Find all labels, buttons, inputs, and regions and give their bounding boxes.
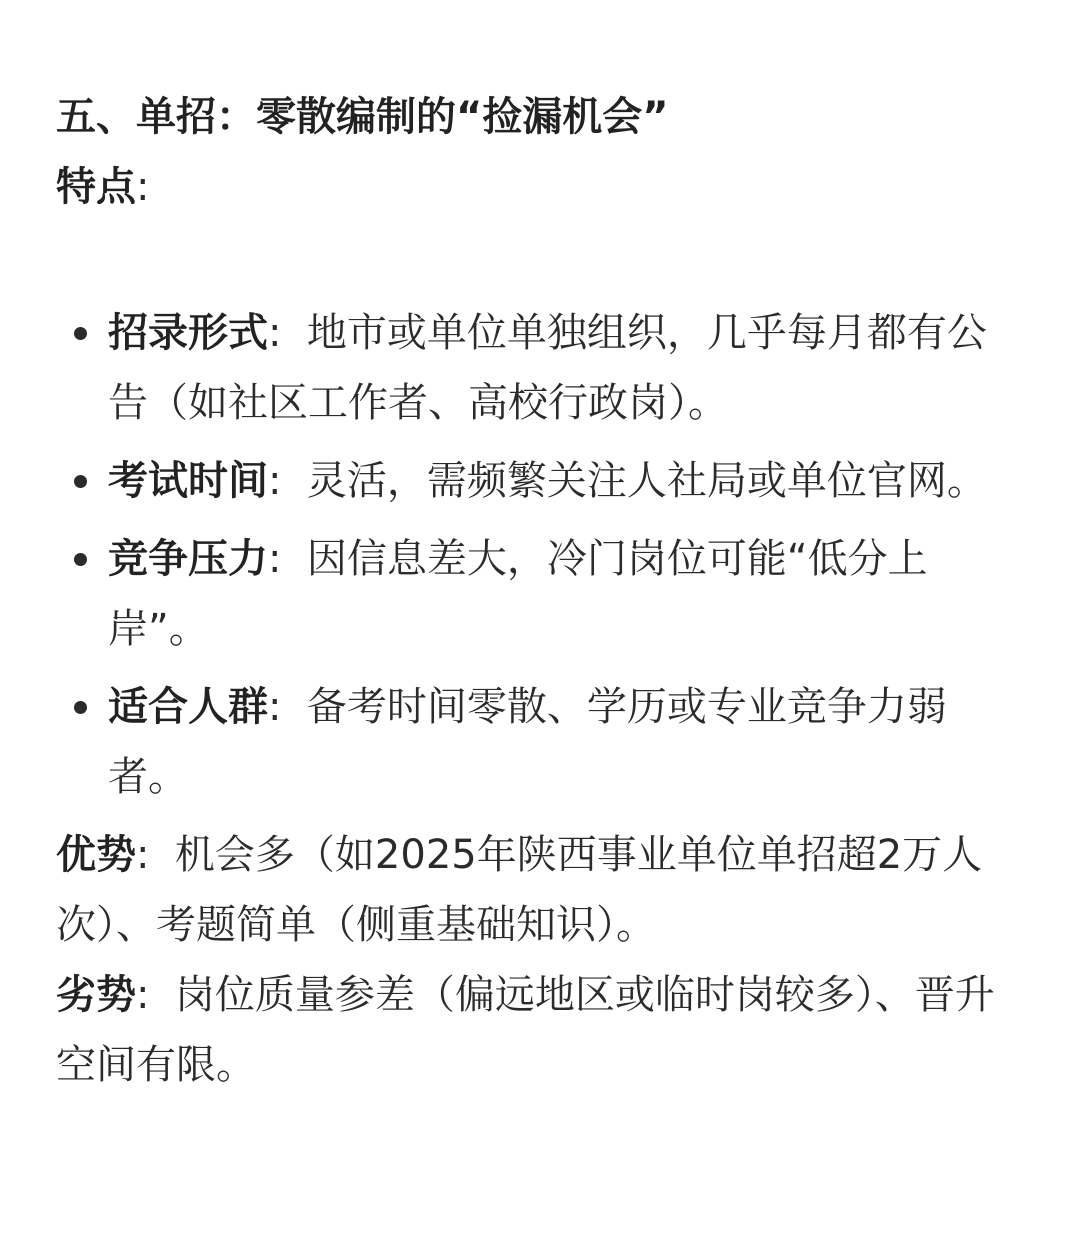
bullet-icon <box>74 553 87 566</box>
item-label: 竞争压力 <box>108 536 268 582</box>
features-colon: : <box>136 164 150 210</box>
advantages-label: 优势 <box>56 832 136 878</box>
features-label: 特点 <box>56 164 136 210</box>
item-colon: : <box>268 310 282 356</box>
item-colon: : <box>268 458 282 504</box>
disadvantages-colon: : <box>136 972 150 1018</box>
advantages-colon: : <box>136 832 150 878</box>
advantages-text: 机会多（如2025年陕西事业单位单招超2万人次）、考题简单（侧重基础知识）。 <box>56 832 983 948</box>
list-item-suitable-people <box>56 672 1026 812</box>
advantages-paragraph <box>56 820 1026 960</box>
disadvantages-text: 岗位质量参差（偏远地区或临时岗较多）、晋升空间有限。 <box>56 972 995 1088</box>
item-text: 灵活，需频繁关注人社局或单位官网。 <box>306 458 987 504</box>
spacer <box>56 222 1026 298</box>
item-text: 地市或单位单独组织，几乎每月都有公告（如社区工作者、高校行政岗）。 <box>108 310 987 426</box>
item-label: 适合人群 <box>108 684 268 730</box>
item-label: 考试时间 <box>108 458 268 504</box>
item-text: 备考时间零散、学历或专业竞争力弱者。 <box>108 684 947 800</box>
bullet-icon <box>74 475 87 488</box>
bullet-icon <box>74 327 87 340</box>
list-item-competition <box>56 524 1026 664</box>
disadvantages-label: 劣势 <box>56 972 136 1018</box>
features-heading <box>56 152 1026 222</box>
features-list <box>56 298 1026 812</box>
list-item-exam-time <box>56 446 1026 516</box>
article-body <box>56 82 1026 1100</box>
item-colon: : <box>268 684 282 730</box>
item-colon: : <box>268 536 282 582</box>
section-title: 五、单招：零散编制的“捡漏机会” <box>56 94 669 140</box>
disadvantages-paragraph <box>56 960 1026 1100</box>
item-label: 招录形式 <box>108 310 268 356</box>
bullet-icon <box>74 701 87 714</box>
item-text: 因信息差大，冷门岗位可能“低分上岸”。 <box>108 536 928 652</box>
list-item-recruitment-form <box>56 298 1026 438</box>
